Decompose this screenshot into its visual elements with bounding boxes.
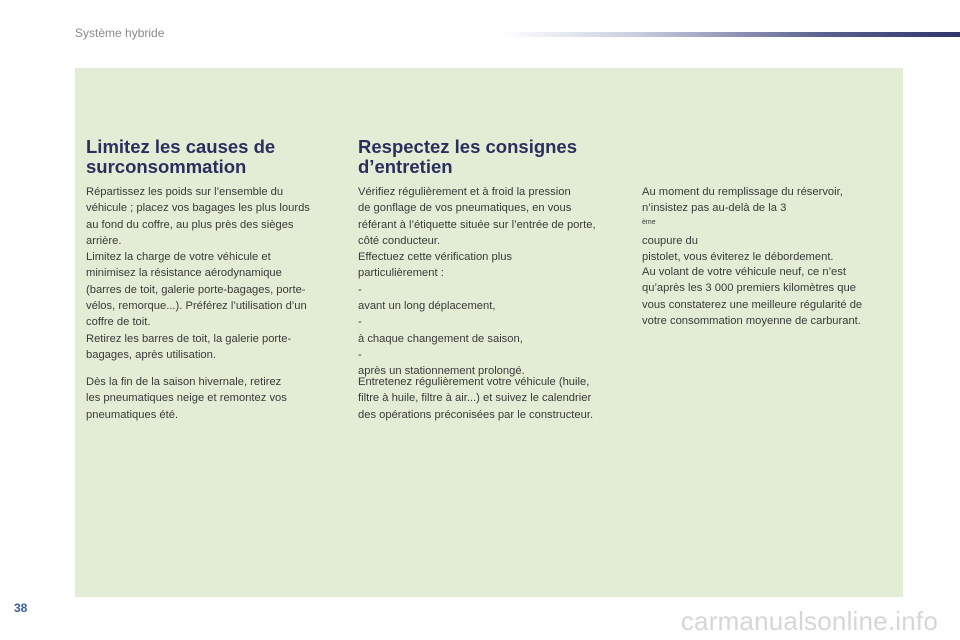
section-title: Système hybride (75, 26, 165, 40)
page-number: 38 (14, 601, 28, 615)
list-item: - après un stationnement prolongé. (358, 348, 525, 378)
paragraph-winter-tyres: Dès la fin de la saison hivernale, retirez les pneumatiques neige et remontez vos pneumatiques été. (86, 376, 287, 421)
paragraph-load-distribution: Répartissez les poids sur l’ensemble du véhicule ; placez vos bagages les plus lourds au fond du coffre, au plus près des sièges arrière. Limitez la charge de votre véhicule et minimisez la résistance aérodynamique (barres de toit, galerie porte-bagages, porte- vélos, remorque...). Préférez l’utilisation d’un coffre de toit. Retirez les barres de toit, la galerie porte- bagages, après utilisation. (86, 186, 310, 361)
header-accent-bar (500, 32, 960, 37)
paragraph-refuelling: Au moment du remplissage du réservoir, n’insistez pas au-delà de la 3 $^{ème}$ coupure du pistolet, vous éviterez le débordement. (642, 186, 843, 264)
list-item: - avant un long déplacement, (358, 283, 496, 313)
heading-limit-overconsumption: Limitez les causes de surconsommation (86, 136, 276, 177)
paragraph-new-vehicle: Au volant de votre véhicule neuf, ce n’est qu’après les 3 000 premiers kilomètres que vous constaterez une meilleure régularité de votre consommation moyenne de carburant. (642, 266, 863, 327)
paragraph-vehicle-maintenance: Entretenez régulièrement votre véhicule (huile, filtre à huile, filtre à air...) et suivez le calendrier des opérations préconisées par le constructeur. (358, 376, 594, 421)
list-item: - à chaque changement de saison, (358, 316, 523, 345)
paragraph-tyre-pressure: Vérifiez régulièrement et à froid la pression de gonflage de vos pneumatiques, en vous référant à l’étiquette située sur l’entrée de porte, côté conducteur. Effectuez cette vérification plus particulièrement : - avant un long déplacement, - à chaque changement de saison, - après un stationnement prolongé. (358, 184, 596, 380)
watermark: carmanualsonline.info (680, 606, 938, 636)
heading-maintenance: Respectez les consignes d’entretien (358, 136, 578, 177)
